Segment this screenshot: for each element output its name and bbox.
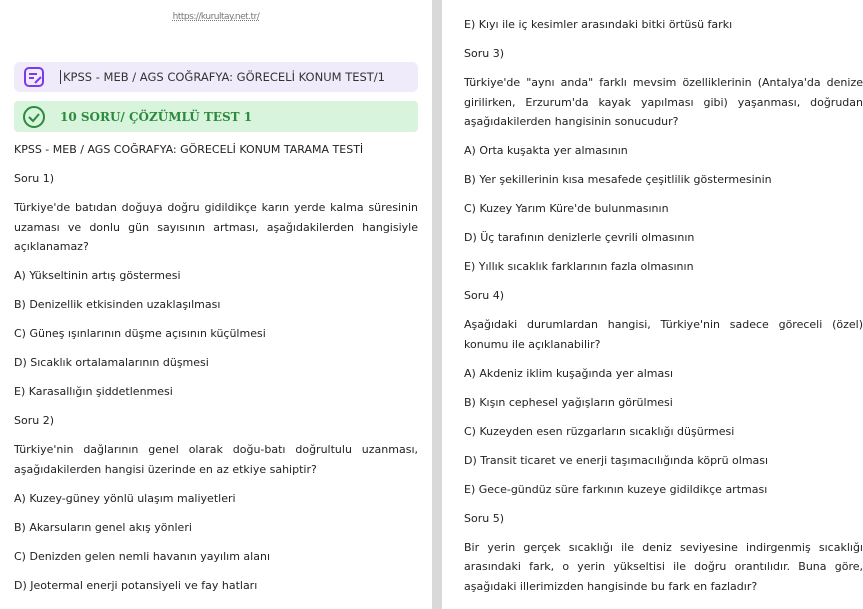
question-text: Bir yerin gerçek sıcaklığı ile deniz seviyesine indirgenmiş sıcaklığı arasındaki fark, o yerin yükseltisi ile doğru orantılıdır. Buna göre, aşağıdaki illerimizden hangisinde bu fark en fazladır? [464,540,863,593]
answer-option: A) Yükseltinin artış göstermesi [14,269,181,282]
question-text: Türkiye'nin dağlarının genel olarak doğu-batı doğrultulu uzanması, aşağıdakilerden hangisi üzerinde en az etkiye sahiptir? [14,443,418,476]
test-subtitle-box [14,101,418,132]
test-title: KPSS - MEB / AGS COĞRAFYA: GÖRECELİ KONUM TEST/1 [60,70,385,84]
test-subtitle: 10 SORU/ ÇÖZÜMLÜ TEST 1 [60,109,253,124]
answer-option: E) Kıyı ile iç kesimler arasındaki bitki örtüsü farkı [464,18,733,31]
answer-option: B) Denizellik etkisinden uzaklaşılması [14,298,221,311]
question-text: Türkiye'de "aynı anda" farklı mevsim özelliklerinin (Antalya'da denize girilirken, Erzurum'da kayak yapılması gibi) yaşanması, doğrudan aşağıdakilerden hangisinin sonucudur? [464,76,863,128]
answer-option: D) Transit ticaret ve enerji taşımacılığında köprü olması [464,453,769,467]
answer-option: A) Kuzey-güney yönlü ulaşım maliyetleri [14,491,236,505]
question-label: Soru 4) [464,289,504,302]
answer-option: E) Gece-gündüz süre farkının kuzeye gidildikçe artması [464,482,768,496]
answer-option: E) Karasallığın şiddetlenmesi [14,385,173,398]
question-text: Türkiye'de batıdan doğuya doğru gidildikçe karın yerde kalma süresinin uzaması ve donlu gün sayısının artması, aşağıdakilerden hangisiyle açıklanamaz? [14,201,418,253]
answer-option: C) Güneş ışınlarının düşme açısının küçülmesi [14,327,266,340]
answer-option: B) Yer şekillerinin kısa mesafede çeşitlilik göstermesinin [464,173,772,186]
answer-option: D) Jeotermal enerji potansiyeli ve fay hatları [14,578,258,592]
question-label: Soru 2) [14,414,54,427]
answer-option: B) Akarsuların genel akış yönleri [14,520,192,534]
question-text: Aşağıdaki durumlardan hangisi, Türkiye'nin sadece göreceli (özel) konumu ile açıklanabilir? [464,318,863,351]
answer-option: E) Yıllık sıcaklık farklarının fazla olmasının [464,260,694,273]
answer-option: C) Kuzeyden esen rüzgarların sıcaklığı düşürmesi [464,424,735,438]
question-label: Soru 3) [464,47,504,60]
answer-option: D) Sıcaklık ortalamalarının düşmesi [14,356,209,369]
test-heading: KPSS - MEB / AGS COĞRAFYA: GÖRECELİ KONUM TARAMA TESTİ [14,143,364,156]
check-circle-icon [22,105,46,129]
answer-option: D) Üç tarafının denizlerle çevrili olmasının [464,231,695,244]
answer-option: A) Akdeniz iklim kuşağında yer alması [464,366,674,380]
answer-option: A) Orta kuşakta yer almasının [464,144,628,157]
form-icon [22,65,46,89]
question-label: Soru 1) [14,172,54,185]
question-label: Soru 5) [464,511,504,525]
test-title-box [14,62,418,92]
answer-option: B) Kışın cephesel yağışların görülmesi [464,395,673,409]
answer-option: C) Kuzey Yarım Küre'de bulunmasının [464,202,669,215]
answer-option: C) Denizden gelen nemli havanın yayılım alanı [14,549,270,563]
vertical-scrollbar[interactable] [432,0,442,609]
site-watermark: https://kurultay.net.tr/ [172,12,260,22]
document-page-right [442,0,863,609]
